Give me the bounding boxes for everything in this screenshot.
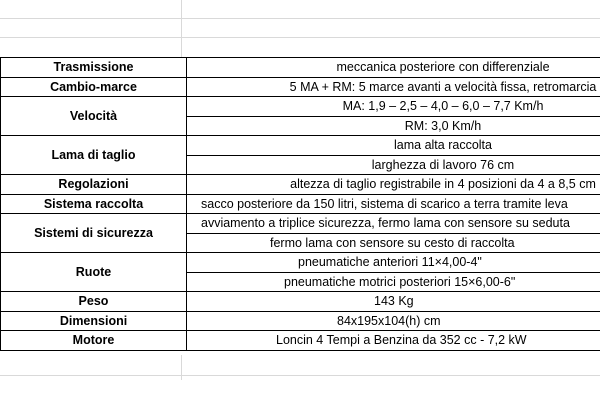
spec-value: pneumatiche anteriori 11×4,00-4" <box>187 253 600 273</box>
gridline <box>0 375 600 376</box>
table-row <box>1 331 600 351</box>
table-row <box>1 58 600 78</box>
spec-value: Loncin 4 Tempi a Benzina da 352 cc - 7,2 kW <box>187 331 600 351</box>
spec-value: 84x195x104(h) cm <box>187 311 600 331</box>
table-row <box>1 253 600 273</box>
table-row <box>1 292 600 312</box>
spec-value: meccanica posteriore con differenziale <box>187 58 600 78</box>
spec-label: Ruote <box>1 253 187 292</box>
spec-value: lama alta raccolta <box>187 136 600 156</box>
spec-label: Dimensioni <box>1 311 187 331</box>
gridline <box>181 355 182 380</box>
spec-value: 5 MA + RM: 5 marce avanti a velocità fissa, retromarcia <box>187 77 600 97</box>
spec-label: Motore <box>1 331 187 351</box>
spec-value: fermo lama con sensore su cesto di raccolta <box>187 233 600 253</box>
spec-value: altezza di taglio registrabile in 4 posizioni da 4 a 8,5 cm <box>187 175 600 195</box>
spec-label: Velocità <box>1 97 187 136</box>
spec-value: 143 Kg <box>187 292 600 312</box>
spec-value: avviamento a triplice sicurezza, fermo lama con sensore su seduta <box>187 214 600 234</box>
spec-label: Sistemi di sicurezza <box>1 214 187 253</box>
table-row <box>1 311 600 331</box>
table-row <box>1 194 600 214</box>
spec-value: MA: 1,9 – 2,5 – 4,0 – 6,0 – 7,7 Km/h <box>187 97 600 117</box>
gridline <box>181 0 182 57</box>
spec-label: Sistema raccolta <box>1 194 187 214</box>
table-row <box>1 175 600 195</box>
spec-label: Regolazioni <box>1 175 187 195</box>
table-row <box>1 136 600 156</box>
spec-value: sacco posteriore da 150 litri, sistema di scarico a terra tramite leva <box>187 194 600 214</box>
specs-table <box>0 57 600 351</box>
spec-value: pneumatiche motrici posteriori 15×6,00-6" <box>187 272 600 292</box>
spec-label: Trasmissione <box>1 58 187 78</box>
table-row <box>1 77 600 97</box>
spec-value: larghezza di lavoro 76 cm <box>187 155 600 175</box>
gridline <box>0 18 600 19</box>
spec-label: Lama di taglio <box>1 136 187 175</box>
gridline <box>0 37 600 38</box>
spec-label: Peso <box>1 292 187 312</box>
table-row <box>1 97 600 117</box>
spec-label: Cambio-marce <box>1 77 187 97</box>
spec-value: RM: 3,0 Km/h <box>187 116 600 136</box>
table-row <box>1 214 600 234</box>
